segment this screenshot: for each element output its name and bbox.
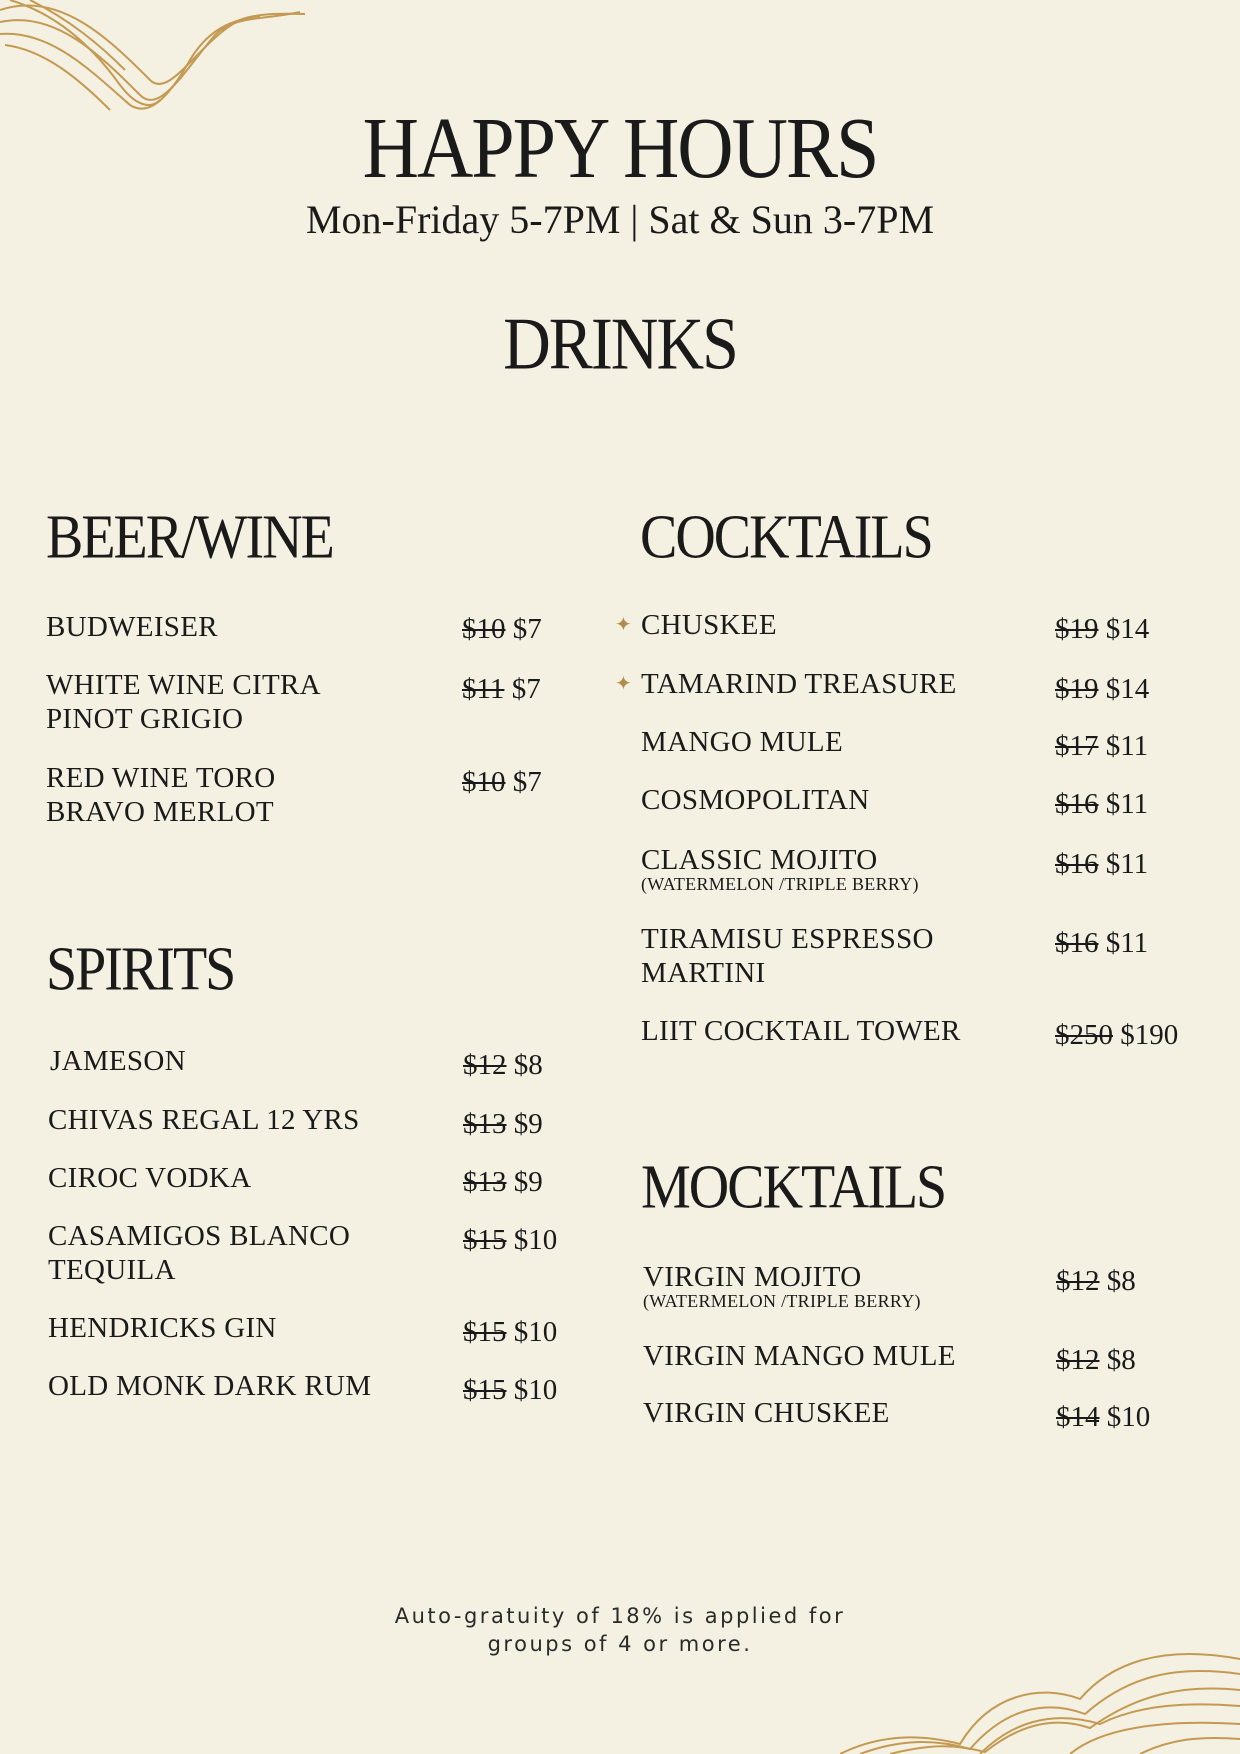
gold-leaf-ornament-top-left xyxy=(0,0,310,120)
star-icon: ✦ xyxy=(615,673,632,695)
menu-item xyxy=(46,761,326,829)
item-price xyxy=(463,1107,543,1141)
happy-hour-price: $190 xyxy=(1120,1019,1179,1051)
menu-item xyxy=(46,610,436,644)
gratuity-note-line-2: groups of 4 or more. xyxy=(487,1632,753,1656)
item-name: BUDWEISER xyxy=(46,611,218,643)
item-price xyxy=(1056,1343,1136,1377)
item-name: JAMESON xyxy=(50,1045,186,1077)
item-price xyxy=(1055,926,1148,960)
item-price xyxy=(1056,1400,1150,1434)
happy-hour-price: $9 xyxy=(513,1108,543,1140)
menu-item xyxy=(50,1044,450,1078)
original-price: $16 xyxy=(1055,848,1099,880)
star-icon: ✦ xyxy=(615,614,632,636)
item-name: OLD MONK DARK RUM xyxy=(48,1370,372,1402)
item-name: LIIT COCKTAIL TOWER xyxy=(641,1015,961,1047)
menu-item xyxy=(641,843,1041,893)
happy-hour-price: $8 xyxy=(513,1049,543,1081)
original-price: $12 xyxy=(1056,1265,1100,1297)
item-name: HENDRICKS GIN xyxy=(48,1312,277,1344)
happy-hour-price: $10 xyxy=(513,1316,558,1348)
cocktails-heading: COCKTAILS xyxy=(640,502,932,573)
happy-hour-price: $11 xyxy=(1105,927,1149,959)
item-note: (WATERMELON /TRIPLE BERRY) xyxy=(641,874,919,894)
happy-hour-price: $7 xyxy=(511,673,541,705)
happy-hour-price: $11 xyxy=(1105,848,1149,880)
item-name: CHUSKEE xyxy=(641,609,777,641)
happy-hour-price: $7 xyxy=(512,613,542,645)
item-price xyxy=(1055,612,1149,646)
item-price xyxy=(462,612,542,646)
menu-item xyxy=(643,1396,1043,1430)
item-price xyxy=(1055,1018,1178,1052)
happy-hour-price: $8 xyxy=(1106,1344,1136,1376)
original-price: $13 xyxy=(463,1108,507,1140)
item-name: RED WINE TORO BRAVO MERLOT xyxy=(46,762,276,828)
item-name: CIROC VODKA xyxy=(48,1162,252,1194)
happy-hour-price: $14 xyxy=(1105,613,1150,645)
gratuity-note xyxy=(0,1602,1240,1658)
original-price: $15 xyxy=(463,1374,507,1406)
item-price xyxy=(463,1165,543,1199)
original-price: $19 xyxy=(1055,673,1099,705)
menu-item xyxy=(48,1161,448,1195)
drinks-heading: DRINKS xyxy=(503,303,737,386)
menu-item xyxy=(46,668,386,736)
happy-hour-price: $11 xyxy=(1105,788,1149,820)
happy-hour-price: $8 xyxy=(1106,1265,1136,1297)
happy-hour-price: $10 xyxy=(1106,1401,1151,1433)
item-price xyxy=(1055,787,1148,821)
spirits-heading: SPIRITS xyxy=(46,934,235,1005)
original-price: $250 xyxy=(1055,1019,1113,1051)
original-price: $11 xyxy=(462,673,505,705)
original-price: $14 xyxy=(1056,1401,1100,1433)
item-name: CHIVAS REGAL 12 YRS xyxy=(48,1104,360,1136)
original-price: $12 xyxy=(463,1049,507,1081)
item-name: VIRGIN CHUSKEE xyxy=(643,1397,890,1429)
gratuity-note-line-1: Auto-gratuity of 18% is applied for xyxy=(394,1604,846,1628)
menu-item xyxy=(641,922,971,990)
beer-wine-heading: BEER/WINE xyxy=(46,502,333,573)
item-price xyxy=(463,1373,557,1407)
original-price: $10 xyxy=(462,766,506,798)
original-price: $12 xyxy=(1056,1344,1100,1376)
happy-hours-schedule: Mon-Friday 5-7PM | Sat & Sun 3-7PM xyxy=(305,197,935,242)
item-price xyxy=(462,672,541,706)
menu-item xyxy=(643,1339,1043,1373)
item-name: VIRGIN MANGO MULE xyxy=(643,1340,956,1372)
happy-hour-price: $11 xyxy=(1105,730,1149,762)
item-name: COSMOPOLITAN xyxy=(641,784,870,816)
original-price: $16 xyxy=(1055,927,1099,959)
menu-item xyxy=(641,725,1041,759)
original-price: $17 xyxy=(1055,730,1099,762)
page-title: HAPPY HOURS xyxy=(362,98,878,196)
original-price: $13 xyxy=(463,1166,507,1198)
menu-item xyxy=(48,1311,448,1345)
happy-hour-price: $10 xyxy=(513,1374,558,1406)
happy-hour-price: $7 xyxy=(512,766,542,798)
item-price xyxy=(463,1048,543,1082)
item-name: MANGO MULE xyxy=(641,726,843,758)
menu-item xyxy=(48,1369,448,1403)
item-price xyxy=(1055,672,1149,706)
item-price xyxy=(463,1223,557,1257)
item-price xyxy=(1055,847,1148,881)
item-price xyxy=(1056,1264,1136,1298)
happy-hour-price: $14 xyxy=(1105,673,1150,705)
item-price xyxy=(463,1315,557,1349)
menu-item xyxy=(641,608,1041,642)
happy-hour-price: $9 xyxy=(513,1166,543,1198)
original-price: $15 xyxy=(463,1224,507,1256)
item-name: VIRGIN MOJITO xyxy=(643,1261,862,1293)
item-name: TAMARIND TREASURE xyxy=(641,668,957,700)
original-price: $15 xyxy=(463,1316,507,1348)
item-name: CLASSIC MOJITO xyxy=(641,844,878,876)
menu-item xyxy=(48,1103,448,1137)
menu-item xyxy=(641,1014,1041,1048)
original-price: $19 xyxy=(1055,613,1099,645)
item-note: (WATERMELON /TRIPLE BERRY) xyxy=(643,1291,921,1311)
item-price xyxy=(462,765,542,799)
item-name: TIRAMISU ESPRESSO MARTINI xyxy=(641,923,934,989)
item-name: WHITE WINE CITRA PINOT GRIGIO xyxy=(46,669,320,735)
menu-item xyxy=(48,1219,378,1287)
menu-item xyxy=(643,1260,1043,1310)
original-price: $16 xyxy=(1055,788,1099,820)
item-name: CASAMIGOS BLANCO TEQUILA xyxy=(48,1220,351,1286)
happy-hour-price: $10 xyxy=(513,1224,558,1256)
menu-item xyxy=(641,667,1041,701)
item-price xyxy=(1055,729,1148,763)
mocktails-heading: MOCKTAILS xyxy=(641,1152,946,1223)
menu-item xyxy=(641,783,1041,817)
original-price: $10 xyxy=(462,613,506,645)
